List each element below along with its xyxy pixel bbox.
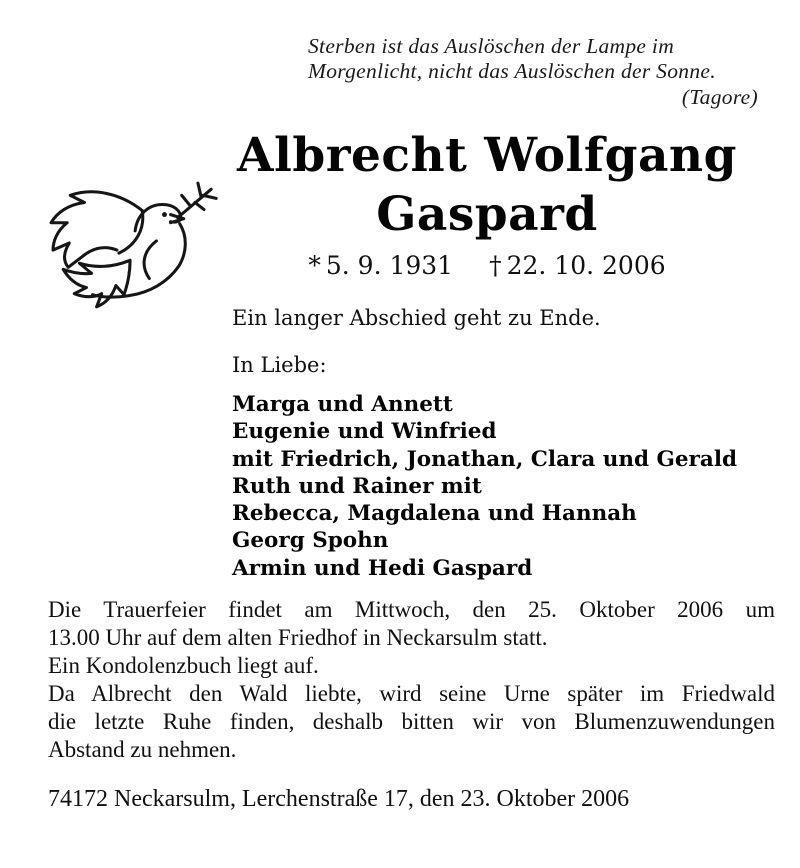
- birth-date: [308, 251, 453, 280]
- deceased-name: [226, 126, 748, 244]
- announcement-line: Ein Kondolenzbuch liegt auf.: [48, 653, 319, 678]
- birth-date-value: 5. 9. 1931: [325, 251, 454, 280]
- life-dates: [226, 251, 748, 280]
- death-date: [489, 251, 666, 280]
- dove-olive-branch-icon: [28, 168, 224, 320]
- mourners-list: [232, 391, 772, 582]
- deceased-name-line-1: Albrecht Wolfgang: [237, 128, 737, 183]
- quote-line-2: Morgenlicht, nicht das Auslöschen der Sonne.: [308, 59, 716, 83]
- announcement-line: die letzte Ruhe finden, deshalb bitten wir von Blumenzuwendungen: [48, 709, 775, 734]
- mourner-line: Ruth und Rainer mit: [232, 473, 482, 499]
- quote-line-1: Sterben ist das Auslöschen der Lampe im: [308, 34, 675, 58]
- memorial-quote: [308, 34, 758, 110]
- mourner-line: Eugenie und Winfried: [232, 419, 497, 445]
- farewell-sentence: Ein langer Abschied geht zu Ende.: [232, 306, 601, 330]
- death-date-value: 22. 10. 2006: [506, 251, 666, 280]
- announcement-line: Die Trauerfeier findet am Mittwoch, den 25. Oktober 2006 um: [48, 597, 775, 622]
- birth-star-icon: *: [308, 251, 321, 280]
- announcement-line: 13.00 Uhr auf dem alten Friedhof in Neckarsulm statt.: [48, 625, 548, 650]
- mourner-line: mit Friedrich, Jonathan, Clara und Gerald: [232, 446, 738, 472]
- mourner-line: Armin und Hedi Gaspard: [232, 555, 533, 581]
- death-cross-icon: †: [489, 251, 502, 280]
- funeral-announcement: [48, 596, 775, 764]
- deceased-name-line-2: Gaspard: [376, 187, 598, 242]
- announcement-line: Abstand zu nehmen.: [48, 737, 237, 762]
- quote-attribution: (Tagore): [681, 85, 758, 109]
- announcement-line: Da Albrecht den Wald liebte, wird seine Urne später im Friedwald: [48, 681, 775, 706]
- address-date-line: 74172 Neckarsulm, Lerchenstraße 17, den 23. Oktober 2006: [48, 786, 630, 812]
- mourner-line: Rebecca, Magdalena und Hannah: [232, 501, 637, 527]
- mourner-line: Georg Spohn: [232, 528, 389, 554]
- in-love-label: In Liebe:: [232, 353, 327, 377]
- mourner-line: Marga und Annett: [232, 392, 453, 417]
